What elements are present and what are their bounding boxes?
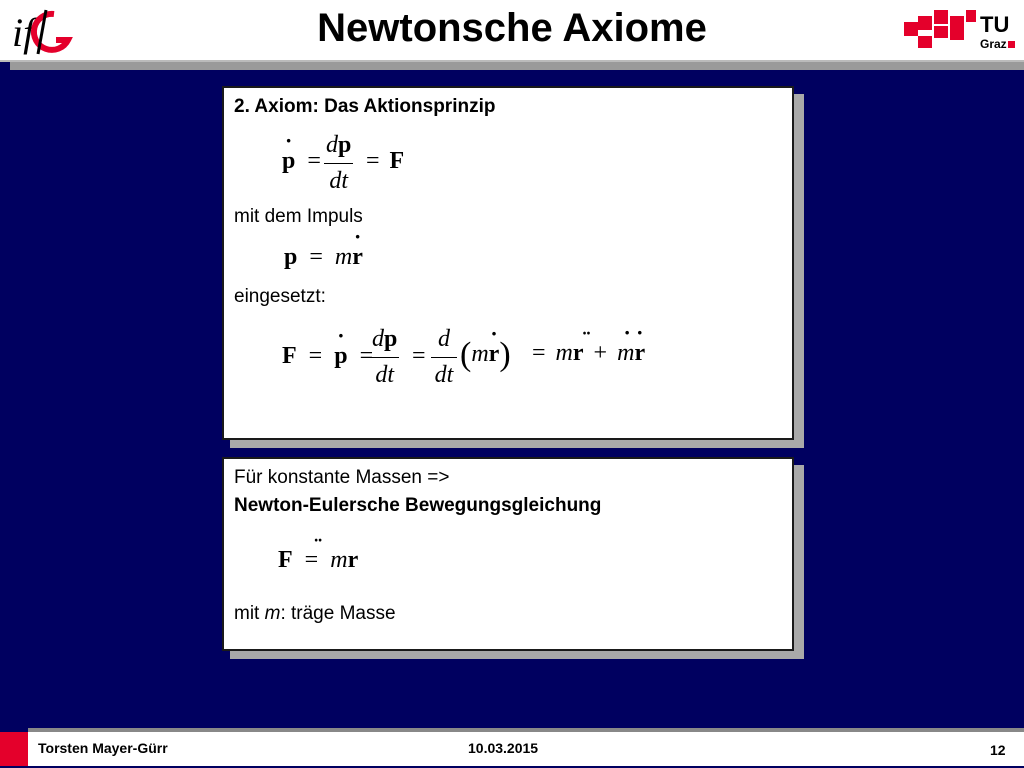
- axiom-box: [222, 86, 794, 440]
- equation-rhs-F: = F: [366, 148, 405, 174]
- graz-text: Graz: [980, 37, 1007, 51]
- fraction-dp-dt-2: $\frac{dp}{dt}$: [372, 326, 398, 388]
- mass-note: mit m: träge Masse: [234, 603, 396, 624]
- axiom-heading: 2. Axiom: Das Aktionsprinzip: [234, 96, 496, 117]
- newton-euler-box: [222, 457, 794, 651]
- equation-result: = m¨ r + ˙ m˙ r: [528, 340, 645, 367]
- footer-date: 10.03.2015: [468, 740, 539, 756]
- slide-title: Newtonsche Axiome: [317, 6, 707, 50]
- text-impuls: mit dem Impuls: [234, 206, 363, 227]
- fraction-dp-dt: $\frac{dp}{dt}$: [326, 132, 352, 194]
- newton-euler-heading: Newton-Eulersche Bewegungsgleichung: [234, 495, 602, 516]
- equation-equals-3: =: [412, 343, 426, 369]
- fraction-d-dt: $\frac{d}{dt}$: [431, 326, 457, 389]
- ifg-logo-icon: [10, 4, 74, 58]
- text-eingesetzt: eingesetzt:: [234, 286, 326, 307]
- tu-text: TU: [980, 12, 1010, 37]
- equation-impuls: p = m˙ r: [284, 244, 363, 271]
- page-number: 12: [990, 742, 1006, 758]
- header-shadow: [10, 62, 1024, 70]
- tu-graz-logo-icon: [900, 8, 1018, 54]
- footer-author: Torsten Mayer-Gürr: [38, 740, 168, 756]
- equation-substituted-part1: F = ˙ p =: [282, 343, 379, 370]
- equation-paren-mr: (m˙ r): [460, 336, 511, 374]
- equation-F-m-rddot: F = m¨ r: [278, 547, 358, 574]
- constant-mass-text: Für konstante Massen =>: [234, 467, 450, 488]
- equation-pdot: ˙ p =: [282, 148, 327, 175]
- footer-accent: [0, 732, 28, 766]
- svg-text:if: if: [12, 10, 35, 55]
